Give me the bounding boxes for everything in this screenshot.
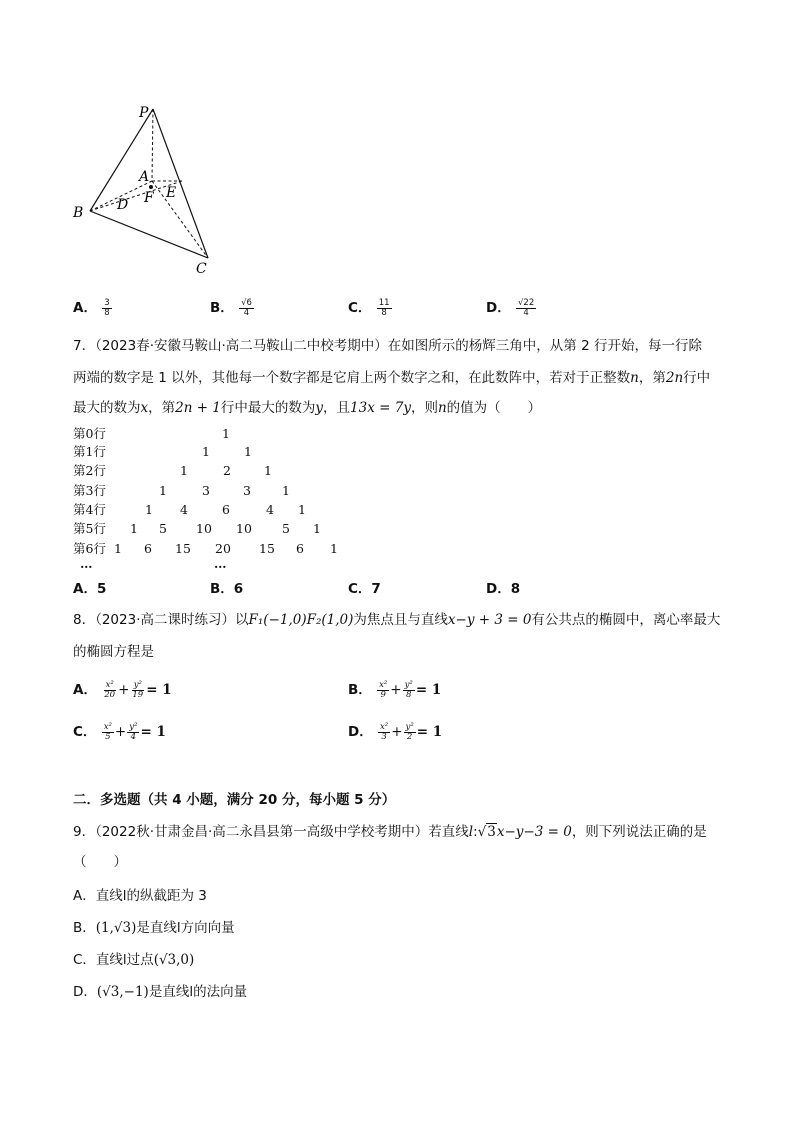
q7-equation: 13x = 7y [350, 400, 411, 416]
triangle-cell: 1 [202, 444, 210, 459]
q8-option-letter: C． [73, 724, 97, 740]
triangle-cell: 6 [222, 502, 230, 517]
q6-option-den: 4 [243, 307, 250, 318]
q8-b2: 8 [406, 689, 412, 700]
q7-text: 两端的数字是 1 以外，其他每一个数字都是它肩上两个数字之和，在此数阵中，若对于正整数 [73, 370, 631, 386]
q9-text: 是直线l的法向量 [148, 984, 248, 1000]
q7-expr-2n: 2n [665, 370, 684, 386]
q7-text: 的值为（ ） [446, 400, 542, 416]
q8-a2: 9 [380, 689, 386, 700]
q6-option-letter: B． [210, 300, 234, 316]
triangle-cell: 1 [145, 502, 153, 517]
q8-y2: y² [133, 679, 142, 690]
triangle-cell: 6 [144, 541, 152, 556]
triangle-cell: 5 [159, 521, 167, 536]
q8-option-letter: A． [73, 682, 97, 698]
q8-a2: 5 [105, 731, 111, 742]
q8-x2: x² [105, 679, 114, 690]
triangle-cell: 2 [223, 463, 231, 478]
q7-option-b: B．6 [210, 581, 244, 597]
q8-x2: x² [379, 679, 388, 690]
edge-PA [152, 109, 153, 181]
q9-option-a: A．直线l的纵截距为 3 [73, 888, 207, 904]
triangle-row-label: 第1行 [73, 444, 106, 459]
q8-option-c [73, 722, 166, 742]
label-E: E [166, 185, 177, 201]
label-P: P [139, 105, 149, 121]
q7-expr-2n1: 2n + 1 [175, 400, 221, 416]
q9-option-b [73, 918, 235, 938]
q7-stem-line3 [73, 398, 541, 418]
q6-option-d [486, 298, 537, 318]
q9-point: (√3,0) [153, 952, 195, 968]
q9-text: 是直线l方向向量 [136, 920, 235, 936]
q9-vector: (1,√3) [95, 920, 137, 936]
triangle-cell: 4 [266, 502, 274, 517]
q8-y2: y² [129, 721, 138, 732]
q8-plus: + [114, 724, 127, 740]
q8-plus: + [391, 724, 403, 740]
q8-equals-one: = 1 [415, 682, 442, 698]
q7-text: 行中 [683, 370, 711, 386]
triangle-row-label: 第4行 [73, 502, 106, 517]
q8-line-equation: x−y + 3 = 0 [447, 612, 532, 628]
q7-text: 最大的数为 [73, 400, 141, 416]
triangle-cell: 4 [180, 502, 188, 517]
q7-var-y: y [315, 400, 324, 416]
q8-x2: x² [380, 721, 389, 732]
triangle-cell: 1 [130, 521, 138, 536]
q8-y2: y² [404, 679, 413, 690]
q7-var-n: n [437, 400, 447, 416]
q8-text: 有公共点的椭圆中，离心率最大 [531, 612, 721, 628]
q7-stem-line2 [73, 368, 710, 388]
q6-option-letter: C． [348, 300, 372, 316]
q9-option-d [73, 982, 247, 1002]
triangle-row-label: 第5行 [73, 521, 106, 536]
triangle-cell: 1 [313, 521, 321, 536]
q6-option-num: 11 [378, 297, 390, 308]
q8-focus-f1: F₁(−1,0) [248, 612, 307, 628]
triangle-cell: 10 [236, 521, 252, 536]
triangle-cell: 15 [259, 541, 275, 556]
q7-stem-line1: 7．（2023春·安徽马鞍山·高二马鞍山二中校考期中）在如图所示的杨辉三角中，从第 2 行开始，每一行除 [73, 338, 702, 354]
q7-var-x: x [140, 400, 149, 416]
q9-line-name: l [468, 824, 474, 840]
q6-option-den: 4 [523, 307, 529, 318]
triangle-cell: 1 [159, 483, 167, 498]
q6-option-num: √6 [241, 297, 252, 308]
q8-option-letter: B． [348, 682, 372, 698]
q8-a2: 20 [104, 689, 116, 700]
point-F [149, 185, 153, 189]
edge-PC [153, 109, 208, 258]
q9-text: C．直线l过点 [73, 952, 154, 968]
q9-option-c [73, 950, 194, 970]
triangle-cell: 10 [196, 521, 212, 536]
triangle-cell: 1 [180, 463, 188, 478]
q8-x2: x² [103, 721, 112, 732]
triangle-cell: 15 [175, 541, 191, 556]
label-D: D [117, 197, 129, 213]
q8-option-d [348, 722, 442, 742]
triangle-cell: 1 [330, 541, 338, 556]
q6-option-letter: D． [486, 300, 511, 316]
q8-text: 为焦点且与直线 [353, 612, 448, 628]
q8-focus-f2: F₂(1,0) [306, 612, 354, 628]
q9-sqrt-arg: 3 [487, 824, 496, 840]
triangle-cell: 1 [298, 502, 306, 517]
q7-text: 行中最大的数为 [220, 400, 316, 416]
q6-option-a [73, 298, 113, 318]
triangle-row-label: 第2行 [73, 463, 106, 478]
q9-vector: (√3,−1) [96, 984, 149, 1000]
q9-stem-line2: （ ） [73, 854, 127, 870]
label-F: F [144, 190, 154, 206]
q9-text: : [473, 824, 478, 840]
q6-option-b [210, 298, 255, 318]
triangle-cell: 6 [296, 541, 304, 556]
q9-text: D． [73, 984, 97, 1000]
q6-option-num: 3 [104, 297, 110, 308]
triangle-cell: 5 [282, 521, 290, 536]
q7-option-c: C．7 [348, 581, 381, 597]
triangle-cell: 20 [215, 541, 231, 556]
q9-text: ，则下列说法正确的是 [571, 824, 707, 840]
triangle-cell: 1 [264, 463, 272, 478]
q6-option-num: √22 [518, 297, 535, 308]
q8-stem-line2: 的椭圆方程是 [73, 644, 154, 660]
label-B: B [73, 205, 84, 221]
q6-option-letter: A． [73, 300, 97, 316]
q8-equals-one: = 1 [416, 724, 443, 740]
triangle-cell: 1 [222, 426, 230, 441]
triangle-cell: 1 [244, 444, 252, 459]
q9-text: 9．（2022秋·甘肃金昌·高二永昌县第一高级中学校考期中）若直线 [73, 824, 469, 840]
q9-text: B． [73, 920, 96, 936]
q7-text: ，第 [638, 370, 666, 386]
q8-equals-one: = 1 [140, 724, 166, 740]
q8-plus: + [390, 682, 402, 698]
edge-BC [90, 211, 208, 258]
q7-text: ，且 [323, 400, 351, 416]
q8-b2: 19 [132, 689, 144, 700]
section-heading: 二．多选题（共 4 小题，满分 20 分，每小题 5 分） [73, 792, 396, 808]
q8-option-a [73, 680, 172, 700]
triangle-cell: 1 [282, 483, 290, 498]
triangle-cell: 1 [114, 541, 122, 556]
q8-a2: 3 [381, 731, 387, 742]
triangle-row-label: 第6行 [73, 541, 106, 556]
q8-equals-one: = 1 [146, 682, 172, 698]
q9-equation: x−y−3 = 0 [496, 824, 572, 840]
q8-option-b [348, 680, 441, 700]
label-A: A [139, 169, 150, 185]
triangle-row-label: 第3行 [73, 483, 106, 498]
triangle-cell: 3 [243, 483, 251, 498]
q7-option-a: A．5 [73, 581, 107, 597]
q6-option-den: 8 [104, 307, 110, 318]
triangle-ellipsis: … [80, 556, 93, 571]
triangle-row-label: 第0行 [73, 426, 106, 441]
q8-text: 8．（2023·高二课时练习）以 [73, 612, 249, 628]
triangle-ellipsis: … [214, 556, 227, 571]
q8-b2: 4 [130, 731, 137, 742]
q7-text: ，第 [148, 400, 176, 416]
q6-option-c [348, 298, 393, 318]
q8-y2: y² [405, 721, 414, 732]
q9-stem-line1: 9．（2022秋·甘肃金昌·高二永昌县第一高级中学校考期中）若直线l:√3x−y−3 = 0，则下列说法正确的是 [73, 824, 707, 840]
label-C: C [196, 261, 207, 277]
q7-option-d: D．8 [486, 581, 521, 597]
q8-stem-line1 [73, 610, 720, 630]
q8-b2: 2 [406, 731, 413, 742]
q6-option-den: 8 [381, 307, 387, 318]
q8-option-letter: D． [348, 724, 373, 740]
q8-plus: + [118, 682, 130, 698]
q7-var-n: n [630, 370, 639, 386]
tetrahedron-figure [60, 95, 240, 285]
triangle-cell: 3 [202, 483, 210, 498]
q7-text: ，则 [410, 400, 438, 416]
